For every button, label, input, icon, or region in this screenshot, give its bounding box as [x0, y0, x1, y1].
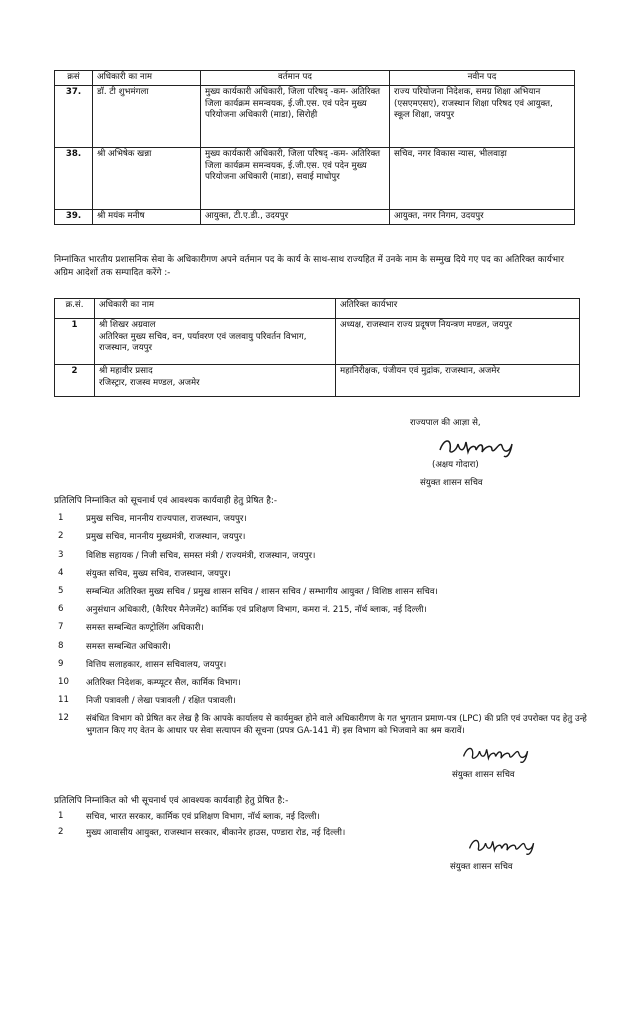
copy-heading-2: प्रतिलिपि निम्नांकित को भी सूचनार्थ एवं आवश्यक कार्यवाही हेतु प्रेषित है:-: [54, 796, 289, 806]
table-header-row: [55, 299, 580, 319]
cell-new: राज्य परियोजना निदेशक, समग्र शिक्षा अभियान (एसएमएसए), राजस्थान शिक्षा परिषद एवं आयुक्त, स्कूल शिक्षा, जयपुर: [390, 86, 575, 148]
officer-name: श्री महावीर प्रसाद: [99, 366, 153, 376]
signature-scribble: [460, 740, 540, 764]
signature-block: [450, 832, 560, 876]
cell-name: श्री अभिषेक खन्ना: [93, 148, 201, 210]
cell-sno: 38.: [55, 148, 93, 210]
cell-new: आयुक्त, नगर निगम, उदयपुर: [390, 210, 575, 225]
signatory-title: संयुक्त शासन सचिव: [450, 862, 513, 872]
cell-current: आयुक्त, टी.ए.डी., उदयपुर: [201, 210, 390, 225]
col-header-current: वर्तमान पद: [201, 71, 390, 86]
cell-current: मुख्य कार्यकारी अधिकारी, जिला परिषद् -कम- अतिरिक्त जिला कार्यक्रम समन्वयक, ई.जी.एस. एवं पदेन मुख्य परियोजना अधिकारी (माडा), सिरोही: [201, 86, 390, 148]
intro-paragraph: निम्नांकित भारतीय प्रशासनिक सेवा के अधिकारीगण अपने वर्तमान पद के कार्य के साथ-साथ राज्यहित में उनके नाम के सम्मुख दिये गए पद का अतिरिक्त कार्यभार अग्रिम आदेशों तक सम्पादित करेंगे :-: [54, 255, 564, 278]
signature-scribble: [436, 432, 526, 458]
officer-designation: अतिरिक्त मुख्य सचिव, वन, पर्यावरण एवं जलवायु परिवर्तन विभाग, राजस्थान, जयपुर: [99, 331, 307, 354]
copy-heading-1: प्रतिलिपि निम्नांकित को सूचनार्थ एवं आवश्यक कार्यवाही हेतु प्रेषित है:-: [54, 496, 278, 506]
table-row: [55, 148, 575, 210]
cell-current: मुख्य कार्यकारी अधिकारी, जिला परिषद् -कम- अतिरिक्त जिला कार्यक्रम समन्वयक, ई.जी.एस. एवं पदेन मुख्य परियोजना अधिकारी (माडा), सवाई माधोपुर: [201, 148, 390, 210]
copy-list-1: 1 प्रमुख सचिव, माननीय राज्यपाल, राजस्थान, जयपुर। 2 प्रमुख सचिव, माननीय मुख्यमंत्री, राजस्थान, जयपुर। 3 विशिष्ठ सहायक / निजी सचिव, समस्त मंत्री / राज्यमंत्री, राजस्थान, जयपुर। 4 संयुक्त सचिव, मुख्य सचिव, राजस्थान, जयपुर। 5 सम्बन्धित अतिरिक्त मुख्य सचिव / प्रमुख शासन सचिव / शासन सचिव / सम्भागीय आयुक्त / विशिष्ठ शासन सचिव। 6 अनुसंधान अधिकारी, (कैरियर मैनेजमेंट) कार्मिक एवं प्रशिक्षण विभाग, कमरा नं. 215, नॉर्थ ब्लाक, नई दिल्ली। 7 समस्त सम्बन्धित कण्ट्रोलिंग अधिकारी। 8 समस्त सम्बन्धित अधिकारी। 9 वित्तिय सलाहकार, शासन सचिवालय, जयपुर। 10 अतिरिक्त निदेशक, कम्प्यूटर सैल, कार्मिक विभाग। 11 निजी पत्रावली / लेखा पत्रावली / रक्षित पत्रावली। 12 संबंधित विभाग को प्रेषित कर लेख है कि आपके कार्यालय से कार्यमुक्त होने वाले अधिकारीगण के गत भुगतान प्रमाण-पत्र (LPC) की प्रति एवं उपरोक्त पद हेतु उन्हे भुगतान किए गए वेतन के आधार पर सेवा सत्यापन की सूचना (प्रपत्र GA-141 में) इस विभाग को भिजवाने का श्रम करावें।: [58, 513, 587, 736]
cell-sno: 1: [55, 319, 95, 365]
cell-name: श्री मयंक मनीष: [93, 210, 201, 225]
order-line: राज्यपाल की आज्ञा से,: [410, 418, 481, 428]
cell-new: सचिव, नगर विकास न्यास, भीलवाड़ा: [390, 148, 575, 210]
cell-name: [95, 365, 336, 397]
table-row: [55, 319, 580, 365]
signature-block: [450, 740, 560, 784]
cell-charge: महानिरीक्षक, पंजीयन एवं मुद्रांक, राजस्थान, अजमेर: [336, 365, 580, 397]
signatory-title: संयुक्त शासन सचिव: [452, 770, 515, 780]
cell-sno: 37.: [55, 86, 93, 148]
signature-block: [420, 432, 530, 488]
cell-name: डॉ. टी शुभमंगला: [93, 86, 201, 148]
officer-designation: रजिस्ट्रार, राजस्व मण्डल, अजमेर: [99, 377, 200, 388]
col-header-name: अधिकारी का नाम: [93, 71, 201, 86]
signature-scribble: [466, 832, 546, 856]
additional-charge-table: [54, 298, 580, 397]
signatory-title: संयुक्त शासन सचिव: [420, 478, 483, 488]
transfer-table: [54, 70, 575, 225]
cell-name: [95, 319, 336, 365]
col-header-charge: अतिरिक्त कार्यभार: [336, 299, 580, 319]
col-header-name: अधिकारी का नाम: [95, 299, 336, 319]
col-header-new: नवीन पद: [390, 71, 575, 86]
table-header-row: [55, 71, 575, 86]
col-header-sno: क्रसं: [55, 71, 93, 86]
cell-sno: 2: [55, 365, 95, 397]
officer-name: श्री शिखर अग्रवाल: [99, 320, 156, 330]
signatory-name: (अक्षय गोदारा): [432, 460, 479, 470]
table-row: [55, 210, 575, 225]
cell-charge: अध्यक्ष, राजस्थान राज्य प्रदूषण नियन्त्रण मण्डल, जयपुर: [336, 319, 580, 365]
copy-list-2: 1 सचिव, भारत सरकार, कार्मिक एवं प्रशिक्षण विभाग, नॉर्थ ब्लाक, नई दिल्ली। 2 मुख्य आवासीय आयुक्त, राजस्थान सरकार, बीकानेर हाउस, पण्डारा रोड, नई दिल्ली।: [58, 811, 346, 838]
col-header-sno: क्र.सं.: [55, 299, 95, 319]
cell-sno: 39.: [55, 210, 93, 225]
table-row: [55, 86, 575, 148]
table-row: [55, 365, 580, 397]
